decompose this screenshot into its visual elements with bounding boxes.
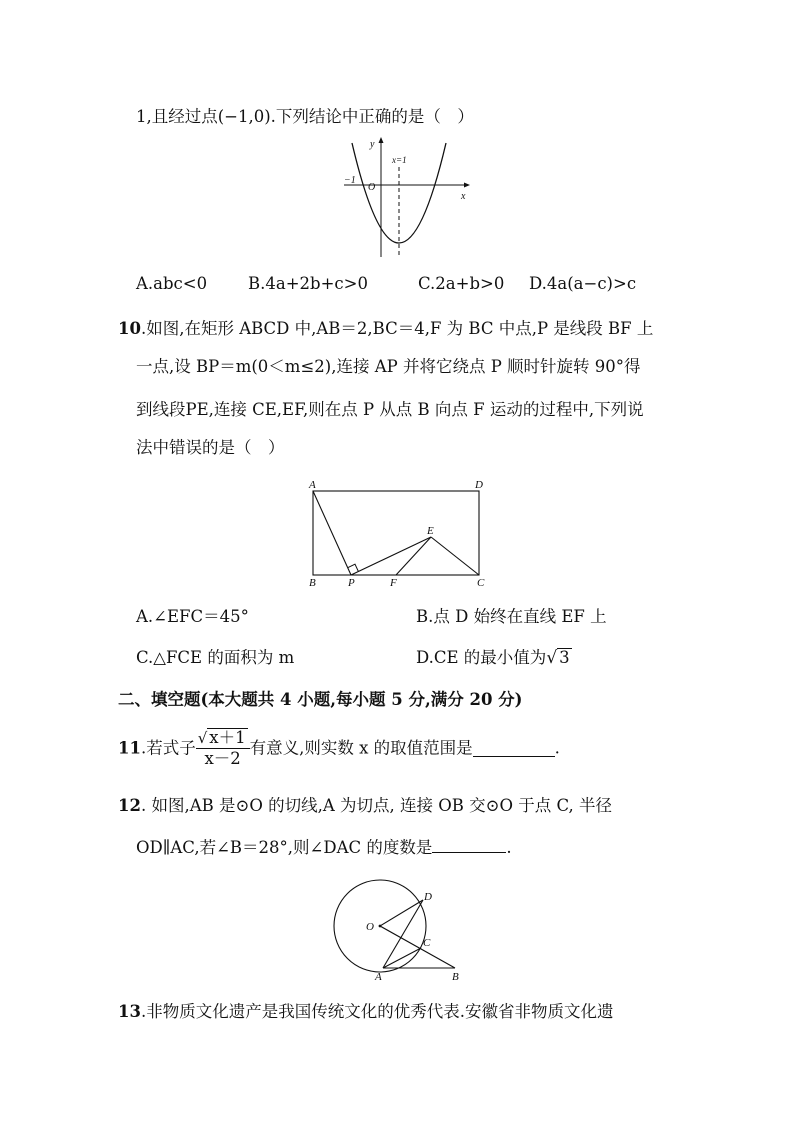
q12-line-2: [136, 836, 512, 859]
q12-text-2: OD∥AC,若∠B＝28°,则∠DAC 的度数是: [136, 838, 433, 857]
q10-option-c: C.△FCE 的面积为 m: [136, 648, 295, 667]
q11-denominator: x－2: [204, 749, 241, 768]
q10-option-d-root: 3: [559, 648, 570, 667]
q12-number: 12: [118, 796, 141, 815]
q10-line-1: [118, 318, 653, 340]
q10-label-d: D: [475, 479, 483, 491]
q10-line-3: 到线段PE,连接 CE,EF,则在点 P 从点 B 向点 F 运动的过程中,下列说: [136, 400, 644, 419]
q12-answer-blank[interactable]: [432, 836, 506, 853]
q11-fraction: $\frac{√ x+1}{x-2}$: [196, 728, 250, 769]
q9-label-origin: O: [368, 182, 376, 193]
q11-prefix: .若式子: [140, 738, 196, 758]
q10-option-d: D.CE 的最小值为√ 3: [416, 648, 570, 668]
q9-option-c: C.2a+b>0: [418, 274, 505, 293]
q10-label-c: C: [477, 577, 485, 589]
q10-label-e: E: [427, 525, 434, 537]
q9-stem-tail: 1,且经过点(−1,0).下列结论中正确的是（ ）: [136, 107, 474, 126]
q12-label-d: D: [424, 891, 432, 903]
q11-numerator: x＋1: [209, 728, 246, 747]
q9-label-neg-one: −1: [344, 175, 356, 186]
q9-option-a: A.abc<0: [136, 274, 208, 293]
q10-label-p: P: [348, 577, 355, 589]
q12-line-1: [118, 795, 612, 817]
section-2-title: 二、填空题(本大题共 4 小题,每小题 5 分,满分 20 分): [118, 690, 523, 709]
q13-line: [118, 1001, 613, 1023]
q13-number: 13: [118, 1002, 141, 1021]
q9-label-x: x: [461, 191, 466, 202]
q9-label-axis-line: x=1: [392, 155, 407, 165]
q11-period: .: [554, 738, 560, 758]
q12-label-b: B: [452, 971, 459, 983]
q11-answer-blank[interactable]: [473, 740, 555, 757]
q10-text-1: .如图,在矩形 ABCD 中,AB＝2,BC＝4,F 为 BC 中点,P 是线段 BF 上: [140, 319, 654, 338]
q10-label-a: A: [309, 479, 316, 491]
q10-line-4: 法中错误的是（ ）: [136, 438, 285, 457]
q11-number: 11: [118, 738, 141, 758]
q10-label-f: F: [390, 577, 397, 589]
q12-period: .: [506, 838, 512, 857]
q12-label-c: C: [423, 937, 431, 949]
q10-option-a: A.∠EFC＝45°: [136, 607, 249, 626]
q11-line: [118, 728, 560, 769]
q12-label-a: A: [375, 971, 382, 983]
q9-parabola-graph: [340, 133, 475, 265]
q10-number: 10: [118, 319, 141, 338]
q12-text-1: . 如图,AB 是⊙O 的切线,A 为切点, 连接 OB 交⊙O 于点 C, 半径: [140, 796, 612, 815]
q13-text: .非物质文化遗产是我国传统文化的优秀代表.安徽省非物质文化遗: [140, 1002, 614, 1021]
q9-option-b: B.4a+2b+c>0: [248, 274, 368, 293]
q9-label-y: y: [370, 139, 375, 150]
q10-option-d-text: D.CE 的最小值为: [416, 648, 547, 667]
q10-rectangle-figure: [300, 475, 500, 591]
q9-option-d: D.4a(a−c)>c: [529, 274, 637, 293]
q11-suffix: 有意义,则实数 x 的取值范围是: [249, 738, 473, 758]
q12-label-o: O: [366, 921, 374, 933]
q10-label-b: B: [309, 577, 316, 589]
q10-line-2: 一点,设 BP＝m(0＜m≤2),连接 AP 并将它绕点 P 顺时针旋转 90°得: [136, 357, 641, 376]
q10-option-b: B.点 D 始终在直线 EF 上: [416, 607, 607, 626]
q12-circle-figure: [325, 870, 475, 985]
